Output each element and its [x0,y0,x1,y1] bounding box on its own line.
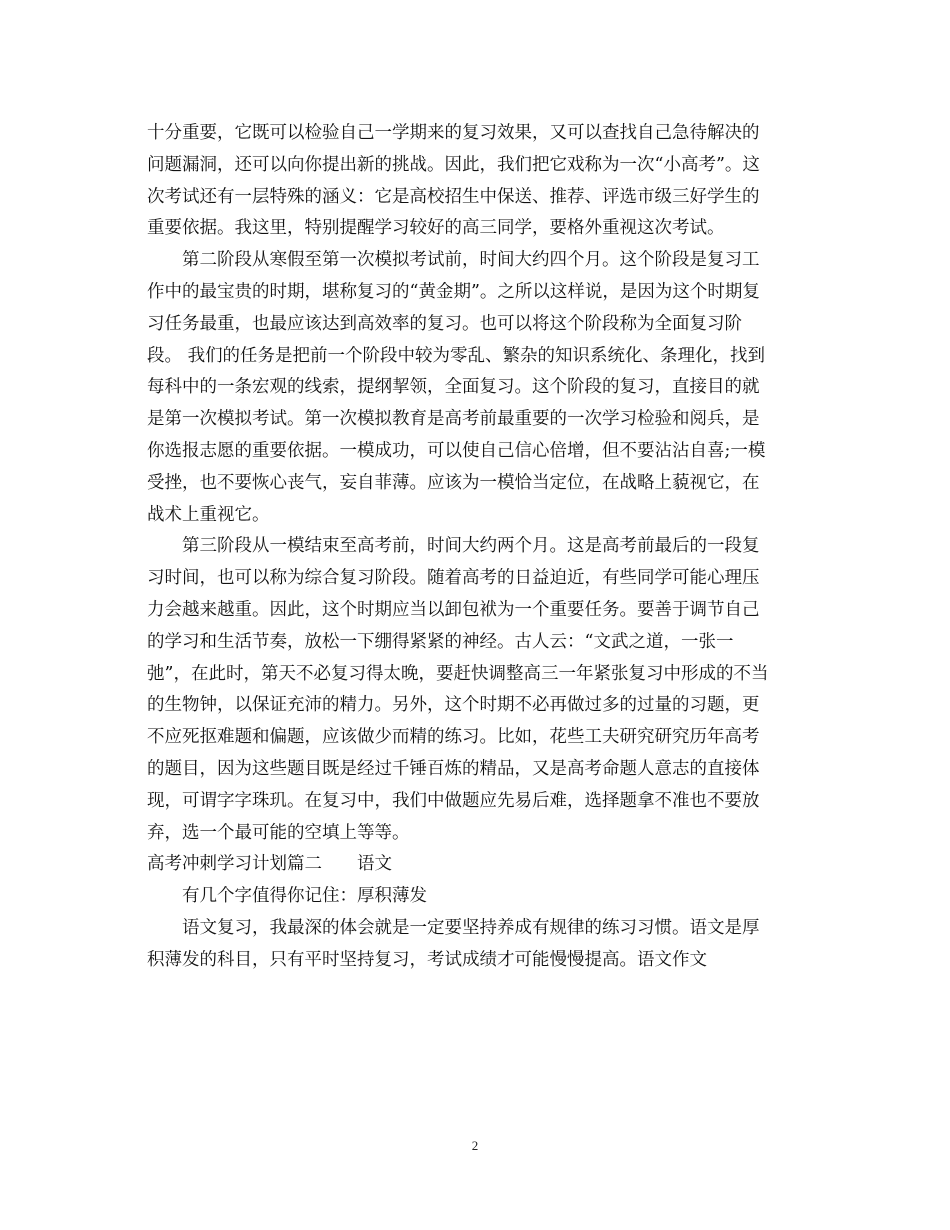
text-line: 弃，选一个最可能的空填上等等。 [147,822,410,843]
text-line: 每科中的一条宏观的线索，提纲挈领，全面复习。这个阶段的复习，直接目的就 [147,377,760,398]
text-line: 高考冲刺学习计划篇二 语文 [147,854,392,875]
text-line: 次考试还有一层特殊的涵义：它是高校招生中保送、推荐、评选市级三好学生的 [147,186,760,207]
text-line: 问题漏洞，还可以向你提出新的挑战。因此，我们把它戏称为一次“小高考”。这 [147,154,760,175]
text-line: 弛”，在此时，第天不必复习得太晚，要赶快调整高三一年紧张复习中形成的不当 [147,663,769,684]
text-line: 力会越来越重。因此，这个时期应当以卸包袱为一个重要任务。要善于调节自己 [147,599,760,620]
text-line: 有几个字值得你记住：厚积薄发 [182,886,427,907]
text-line: 的题目，因为这些题目既是经过千锤百炼的精品，又是高考命题人意志的直接体 [147,758,760,779]
document-body [147,118,809,977]
text-line: 现，可谓字字珠玑。在复习中，我们中做题应先易后难，选择题拿不准也不要放 [147,790,760,811]
text-line: 作中的最宝贵的时期，堪称复习的“黄金期”。之所以这样说，是因为这个时期复 [147,281,760,302]
text-line: 习时间，也可以称为综合复习阶段。随着高考的日益迫近，有些同学可能心理压 [147,568,760,589]
text-line: 十分重要，它既可以检验自己一学期来的复习效果，又可以查找自己急待解决的 [147,123,760,143]
text-line: 是第一次模拟考试。第一次模拟教育是高考前最重要的一次学习检验和阅兵，是 [147,409,760,430]
text-line: 受挫，也不要恢心丧气，妄自菲薄。应该为一模恰当定位，在战略上藐视它，在 [147,472,760,493]
text-line: 积薄发的科目，只有平时坚持复习，考试成绩才可能慢慢提高。语文作文 [147,949,707,970]
text-line: 第二阶段从寒假至第一次模拟考试前，时间大约四个月。这个阶段是复习工 [182,250,760,271]
text-line: 习任务最重，也最应该达到高效率的复习。也可以将这个阶段称为全面复习阶 [147,313,742,334]
text-line: 重要依据。我这里，特别提醒学习较好的高三同学，要格外重视这次考试。 [147,218,725,239]
text-line: 语文复习，我最深的体会就是一定要坚持养成有规律的练习习惯。语文是厚 [182,917,760,938]
text-line: 你选报志愿的重要依据。一模成功，可以使自己信心倍增，但不要沾沾自喜;一模 [147,440,766,461]
text-line: 段。 我们的任务是把前一个阶段中较为零乱、繁杂的知识系统化、条理化，找到 [147,345,766,366]
text-line: 不应死抠难题和偏题，应该做少而精的练习。比如，花些工夫研究研究历年高考 [147,727,760,748]
text-line: 战术上重视它。 [147,504,270,525]
page-number: 2 [471,1138,479,1153]
text-line: 的生物钟，以保证充沛的精力。另外，这个时期不必再做过多的过量的习题，更 [147,695,760,716]
text-line: 第三阶段从一模结束至高考前，时间大约两个月。这是高考前最后的一段复 [182,536,760,557]
text-line: 的学习和生活节奏，放松一下绷得紧紧的神经。古人云：“文武之道，一张一 [147,631,734,652]
